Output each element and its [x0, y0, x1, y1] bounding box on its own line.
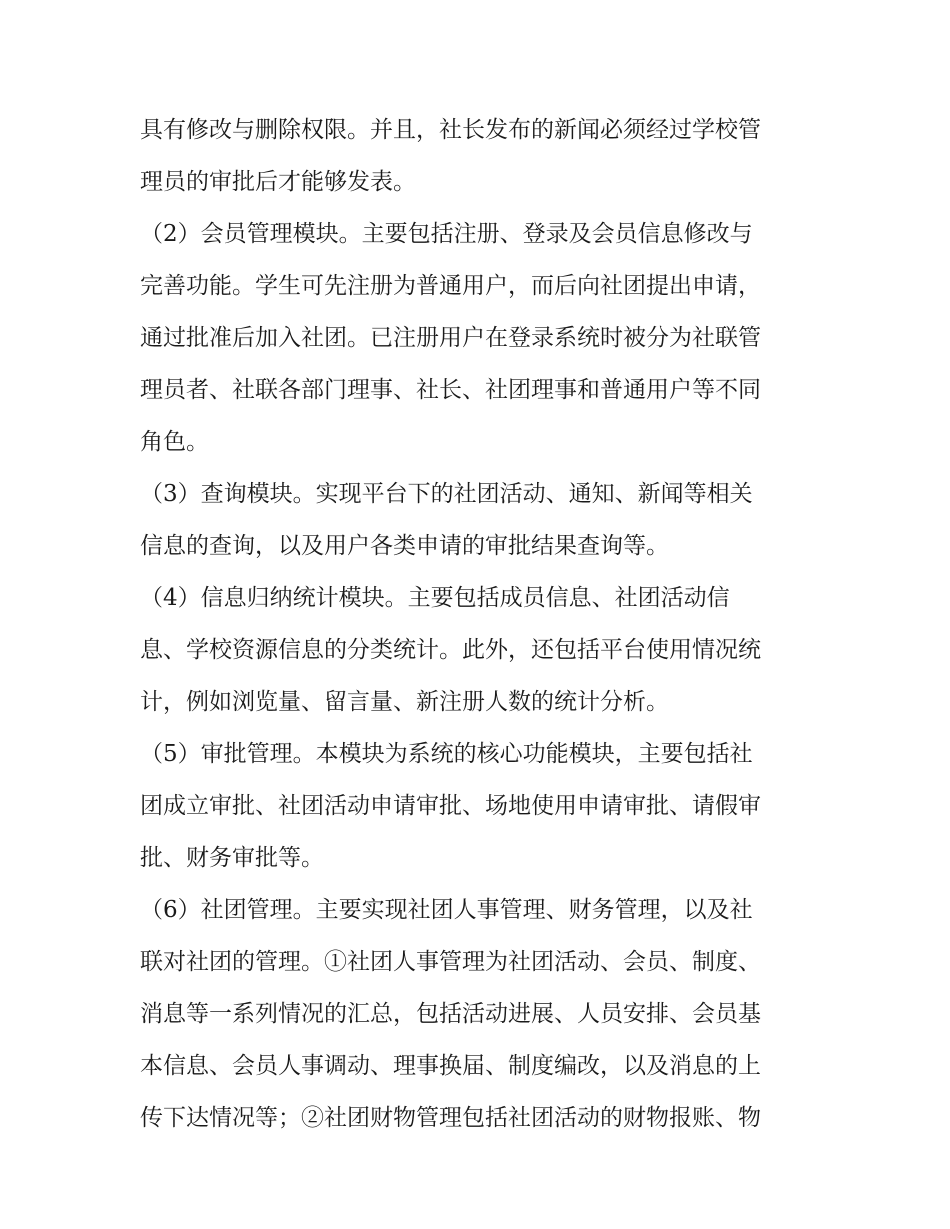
text-line: （2）会员管理模块。主要包括注册、登录及会员信息修改与: [140, 221, 753, 247]
text-line: 团成立审批、社团活动申请审批、场地使用申请审批、请假审: [140, 793, 761, 819]
text-line: 传下达情况等；②社团财物管理包括社团活动的财物报账、物: [140, 1105, 761, 1131]
text-line: 批、财务审批等。: [140, 845, 324, 871]
text-line: 理员者、社联各部门理事、社长、社团理事和普通用户等不同: [140, 377, 761, 403]
text-line: 通过批准后加入社团。已注册用户在登录系统时被分为社联管: [140, 325, 761, 351]
text-line: 联对社团的管理。①社团人事管理为社团活动、会员、制度、: [140, 949, 761, 975]
text-line: （6）社团管理。主要实现社团人事管理、财务管理，以及社: [140, 897, 753, 923]
text-line: 息、学校资源信息的分类统计。此外，还包括平台使用情况统: [140, 637, 761, 663]
text-line: 理员的审批后才能够发表。: [140, 169, 416, 195]
text-line: 计，例如浏览量、留言量、新注册人数的统计分析。: [140, 689, 669, 715]
text-line: 角色。: [140, 429, 209, 455]
text-line: 消息等一系列情况的汇总，包括活动进展、人员安排、会员基: [140, 1001, 761, 1027]
text-line: 本信息、会员人事调动、理事换届、制度编改，以及消息的上: [140, 1053, 761, 1079]
text-line: 信息的查询，以及用户各类申请的审批结果查询等。: [140, 533, 669, 559]
text-line: （5）审批管理。本模块为系统的核心功能模块，主要包括社: [140, 741, 753, 767]
text-line: （3）查询模块。实现平台下的社团活动、通知、新闻等相关: [140, 481, 753, 507]
text-line: 具有修改与删除权限。并且，社长发布的新闻必须经过学校管: [140, 117, 761, 143]
document-body: [140, 104, 820, 1144]
text-line: 完善功能。学生可先注册为普通用户，而后向社团提出申请，: [140, 273, 761, 299]
text-line: （4）信息归纳统计模块。主要包括成员信息、社团活动信: [140, 585, 730, 611]
